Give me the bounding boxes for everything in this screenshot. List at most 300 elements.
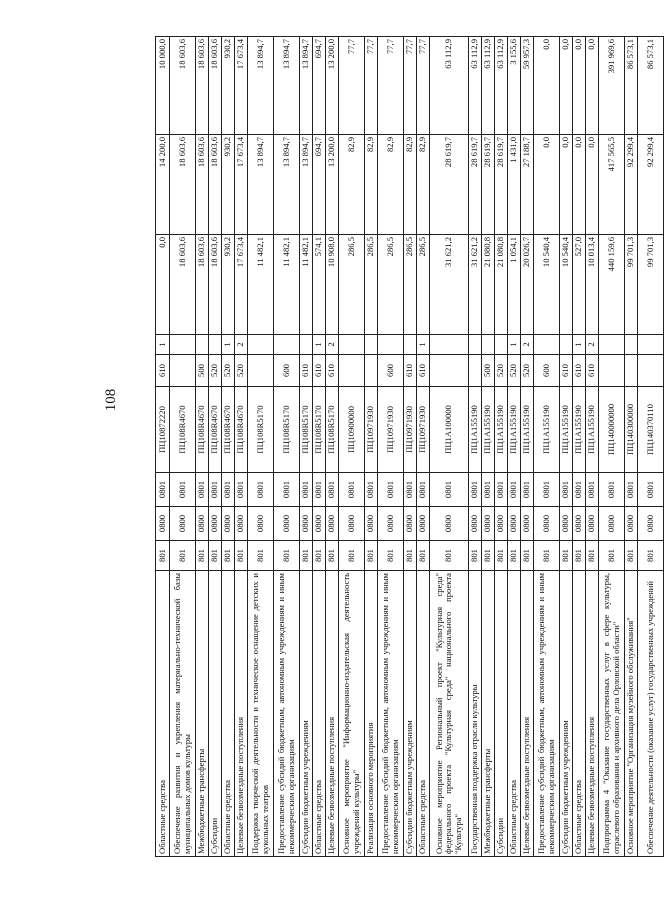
- table-row: [430, 37, 469, 857]
- amount-year-1-cell: 99 701,3: [638, 235, 664, 335]
- amount-year-1-cell: 527,0: [573, 235, 586, 335]
- section-code-cell: 0800: [339, 507, 365, 541]
- subsection-code-cell: 0801: [274, 473, 300, 507]
- funding-source-cell: 2: [521, 335, 534, 355]
- subsection-code-cell: 0801: [638, 473, 664, 507]
- funding-source-cell: [378, 335, 404, 355]
- subsection-code-cell: 0801: [417, 473, 430, 507]
- ministry-code-cell: 801: [404, 541, 417, 571]
- table-row: [625, 37, 638, 857]
- section-code-cell: 0800: [495, 507, 508, 541]
- subsection-code-cell: 0801: [209, 473, 222, 507]
- target-article-cell: ПЦ10971930: [417, 387, 430, 473]
- amount-year-1-cell: 31 621,2: [430, 235, 469, 335]
- row-name-cell: Межбюджетные трансферты: [482, 571, 495, 857]
- amount-year-2-cell: 13 894,7: [274, 135, 300, 235]
- amount-year-1-cell: 286,5: [404, 235, 417, 335]
- funding-source-cell: [339, 335, 365, 355]
- funding-source-cell: [365, 335, 378, 355]
- row-name-cell: Межбюджетные трансферты: [196, 571, 209, 857]
- amount-year-2-cell: 694,7: [313, 135, 326, 235]
- expense-type-cell: 520: [209, 355, 222, 387]
- amount-year-2-cell: 82,9: [417, 135, 430, 235]
- section-code-cell: 0800: [625, 507, 638, 541]
- amount-year-3-cell: 18 603,6: [196, 37, 209, 135]
- expense-type-cell: 500: [196, 355, 209, 387]
- expense-type-cell: 520: [508, 355, 521, 387]
- funding-source-cell: 1: [222, 335, 235, 355]
- amount-year-3-cell: 63 112,9: [469, 37, 482, 135]
- row-name-cell: Целевые безвозмездные поступления: [521, 571, 534, 857]
- amount-year-1-cell: 21 080,8: [495, 235, 508, 335]
- row-name-cell: Основное мероприятие Региональный проект "Культурная среда" федерального проекта "Культурная среда" национального проекта "Культура": [430, 571, 469, 857]
- ministry-code-cell: 801: [274, 541, 300, 571]
- ministry-code-cell: 801: [534, 541, 560, 571]
- row-name-cell: Целевые безвозмездные поступления: [326, 571, 339, 857]
- row-name-cell: Обеспечение развития и укрепления материально-технической базы муниципальных домов культуры: [170, 571, 196, 857]
- subsection-code-cell: 0801: [560, 473, 573, 507]
- amount-year-3-cell: 86 573,1: [625, 37, 638, 135]
- subsection-code-cell: 0801: [170, 473, 196, 507]
- ministry-code-cell: 801: [170, 541, 196, 571]
- target-article-cell: ПЦ140300000: [625, 387, 638, 473]
- amount-year-3-cell: 77,7: [378, 37, 404, 135]
- amount-year-2-cell: 13 894,7: [248, 135, 274, 235]
- target-article-cell: ПЦ108R4670: [170, 387, 196, 473]
- expense-type-cell: 610: [404, 355, 417, 387]
- ministry-code-cell: 801: [625, 541, 638, 571]
- amount-year-2-cell: 1 431,0: [508, 135, 521, 235]
- expense-type-cell: 610: [313, 355, 326, 387]
- table-row: [156, 37, 170, 857]
- amount-year-1-cell: 10 908,0: [326, 235, 339, 335]
- table-row: [196, 37, 209, 857]
- ministry-code-cell: 801: [495, 541, 508, 571]
- expense-type-cell: [170, 355, 196, 387]
- amount-year-1-cell: 286,5: [417, 235, 430, 335]
- table-row: [404, 37, 417, 857]
- subsection-code-cell: 0801: [326, 473, 339, 507]
- ministry-code-cell: 801: [365, 541, 378, 571]
- target-article-cell: ПЦ108R5170: [248, 387, 274, 473]
- expense-type-cell: [339, 355, 365, 387]
- amount-year-2-cell: 28 619,7: [469, 135, 482, 235]
- target-article-cell: ПЦ10971930: [378, 387, 404, 473]
- funding-source-cell: [625, 335, 638, 355]
- amount-year-3-cell: 63 112,9: [430, 37, 469, 135]
- row-name-cell: Поддержка творческой деятельности и техническое оснащение детских и кукольных театров: [248, 571, 274, 857]
- amount-year-2-cell: 0,0: [560, 135, 573, 235]
- amount-year-3-cell: 77,7: [365, 37, 378, 135]
- expense-type-cell: 520: [235, 355, 248, 387]
- subsection-code-cell: 0801: [222, 473, 235, 507]
- ministry-code-cell: 801: [378, 541, 404, 571]
- amount-year-3-cell: 391 969,6: [599, 37, 625, 135]
- section-code-cell: 0800: [508, 507, 521, 541]
- funding-source-cell: 2: [586, 335, 599, 355]
- ministry-code-cell: 801: [417, 541, 430, 571]
- funding-source-cell: [430, 335, 469, 355]
- amount-year-1-cell: 11 482,1: [300, 235, 313, 335]
- table-row: [274, 37, 300, 857]
- funding-source-cell: [495, 335, 508, 355]
- amount-year-3-cell: 10 000,0: [156, 37, 170, 135]
- subsection-code-cell: 0801: [365, 473, 378, 507]
- expense-type-cell: 610: [156, 355, 170, 387]
- table-row: [326, 37, 339, 857]
- amount-year-3-cell: 17 673,4: [235, 37, 248, 135]
- section-code-cell: 0800: [638, 507, 664, 541]
- amount-year-1-cell: 286,5: [378, 235, 404, 335]
- funding-source-cell: [482, 335, 495, 355]
- amount-year-2-cell: 17 673,4: [235, 135, 248, 235]
- amount-year-1-cell: 18 603,6: [209, 235, 222, 335]
- ministry-code-cell: 801: [482, 541, 495, 571]
- funding-source-cell: [560, 335, 573, 355]
- subsection-code-cell: 0801: [404, 473, 417, 507]
- amount-year-1-cell: 440 159,6: [599, 235, 625, 335]
- funding-source-cell: [248, 335, 274, 355]
- target-article-cell: ПЦ108R5170: [326, 387, 339, 473]
- section-code-cell: 0800: [573, 507, 586, 541]
- section-code-cell: 0800: [300, 507, 313, 541]
- expense-type-cell: 610: [326, 355, 339, 387]
- amount-year-3-cell: 3 155,6: [508, 37, 521, 135]
- expense-type-cell: 610: [586, 355, 599, 387]
- row-name-cell: Реализация основного мероприятия: [365, 571, 378, 857]
- table-row: [586, 37, 599, 857]
- table-row: [560, 37, 573, 857]
- amount-year-2-cell: 0,0: [573, 135, 586, 235]
- ministry-code-cell: 801: [521, 541, 534, 571]
- expense-type-cell: 600: [534, 355, 560, 387]
- funding-source-cell: 1: [417, 335, 430, 355]
- subsection-code-cell: 0801: [482, 473, 495, 507]
- amount-year-1-cell: 20 026,7: [521, 235, 534, 335]
- amount-year-3-cell: 0,0: [573, 37, 586, 135]
- subsection-code-cell: 0801: [495, 473, 508, 507]
- amount-year-3-cell: 63 112,9: [495, 37, 508, 135]
- section-code-cell: 0800: [599, 507, 625, 541]
- section-code-cell: 0800: [469, 507, 482, 541]
- amount-year-3-cell: 0,0: [560, 37, 573, 135]
- table-row: [508, 37, 521, 857]
- expense-type-cell: 600: [378, 355, 404, 387]
- expense-type-cell: [599, 355, 625, 387]
- amount-year-1-cell: 10 013,4: [586, 235, 599, 335]
- row-name-cell: Основное мероприятие "Информационно-издательская деятельность учреждений культуры": [339, 571, 365, 857]
- amount-year-3-cell: 0,0: [534, 37, 560, 135]
- amount-year-2-cell: 92 299,4: [625, 135, 638, 235]
- row-name-cell: Областные средства: [156, 571, 170, 857]
- ministry-code-cell: 801: [300, 541, 313, 571]
- expense-type-cell: 610: [300, 355, 313, 387]
- amount-year-2-cell: 82,9: [339, 135, 365, 235]
- funding-source-cell: [599, 335, 625, 355]
- subsection-code-cell: 0801: [508, 473, 521, 507]
- target-article-cell: ПЦ10872220: [156, 387, 170, 473]
- row-name-cell: Областные средства: [313, 571, 326, 857]
- amount-year-2-cell: 0,0: [534, 135, 560, 235]
- funding-source-cell: 2: [326, 335, 339, 355]
- section-code-cell: 0800: [235, 507, 248, 541]
- row-name-cell: Субсидии бюджетным учреждениям: [300, 571, 313, 857]
- section-code-cell: 0800: [586, 507, 599, 541]
- funding-source-cell: [170, 335, 196, 355]
- amount-year-3-cell: 930,2: [222, 37, 235, 135]
- amount-year-2-cell: 28 619,7: [495, 135, 508, 235]
- target-article-cell: ПЦ1А100000: [430, 387, 469, 473]
- amount-year-3-cell: 13 894,7: [274, 37, 300, 135]
- funding-source-cell: [404, 335, 417, 355]
- expense-type-cell: [469, 355, 482, 387]
- expense-type-cell: 610: [573, 355, 586, 387]
- amount-year-1-cell: 286,5: [339, 235, 365, 335]
- ministry-code-cell: 801: [209, 541, 222, 571]
- row-name-cell: Обеспечение деятельности (оказание услуг) государственных учреждений: [638, 571, 664, 857]
- ministry-code-cell: 801: [599, 541, 625, 571]
- subsection-code-cell: 0801: [300, 473, 313, 507]
- subsection-code-cell: 0801: [521, 473, 534, 507]
- table-row: [248, 37, 274, 857]
- row-name-cell: Целевые безвозмездные поступления: [235, 571, 248, 857]
- expense-type-cell: 520: [222, 355, 235, 387]
- subsection-code-cell: 0801: [430, 473, 469, 507]
- amount-year-2-cell: 18 603,6: [196, 135, 209, 235]
- section-code-cell: 0800: [417, 507, 430, 541]
- amount-year-1-cell: 0,0: [156, 235, 170, 335]
- expense-type-cell: 520: [495, 355, 508, 387]
- ministry-code-cell: 801: [222, 541, 235, 571]
- amount-year-3-cell: 694,7: [313, 37, 326, 135]
- section-code-cell: 0800: [170, 507, 196, 541]
- amount-year-2-cell: 930,2: [222, 135, 235, 235]
- amount-year-2-cell: 417 565,5: [599, 135, 625, 235]
- subsection-code-cell: 0801: [469, 473, 482, 507]
- target-article-cell: ПЦ108R5170: [313, 387, 326, 473]
- budget-table: [155, 36, 664, 857]
- target-article-cell: ПЦ1А155190: [482, 387, 495, 473]
- amount-year-1-cell: 574,1: [313, 235, 326, 335]
- ministry-code-cell: 801: [469, 541, 482, 571]
- target-article-cell: ПЦ10971930: [365, 387, 378, 473]
- amount-year-2-cell: 13 200,0: [326, 135, 339, 235]
- amount-year-2-cell: 82,9: [365, 135, 378, 235]
- ministry-code-cell: 801: [313, 541, 326, 571]
- subsection-code-cell: 0801: [248, 473, 274, 507]
- subsection-code-cell: 0801: [599, 473, 625, 507]
- row-name-cell: Подпрограмма 4 "Оказание государственных услуг в сфере культуры, отраслевого образования и архивного дела Орловской области": [599, 571, 625, 857]
- amount-year-3-cell: 59 957,3: [521, 37, 534, 135]
- section-code-cell: 0800: [378, 507, 404, 541]
- funding-source-cell: [469, 335, 482, 355]
- amount-year-1-cell: 1 054,1: [508, 235, 521, 335]
- row-name-cell: Целевые безвозмездные поступления: [586, 571, 599, 857]
- amount-year-3-cell: 77,7: [404, 37, 417, 135]
- amount-year-1-cell: 17 673,4: [235, 235, 248, 335]
- funding-source-cell: 1: [573, 335, 586, 355]
- expense-type-cell: 520: [521, 355, 534, 387]
- amount-year-2-cell: 13 894,7: [300, 135, 313, 235]
- ministry-code-cell: 801: [326, 541, 339, 571]
- amount-year-3-cell: 86 573,1: [638, 37, 664, 135]
- amount-year-3-cell: 77,7: [339, 37, 365, 135]
- row-name-cell: Предоставление субсидий бюджетным, автономным учреждениям и иным некоммерческим организациям: [274, 571, 300, 857]
- table-row: [170, 37, 196, 857]
- target-article-cell: ПЦ1А155190: [495, 387, 508, 473]
- expense-type-cell: [430, 355, 469, 387]
- target-article-cell: ПЦ1А155190: [586, 387, 599, 473]
- funding-source-cell: [209, 335, 222, 355]
- amount-year-2-cell: 82,9: [404, 135, 417, 235]
- subsection-code-cell: 0801: [534, 473, 560, 507]
- table-row: [482, 37, 495, 857]
- section-code-cell: 0800: [196, 507, 209, 541]
- ministry-code-cell: 801: [638, 541, 664, 571]
- subsection-code-cell: 0801: [235, 473, 248, 507]
- section-code-cell: 0800: [534, 507, 560, 541]
- ministry-code-cell: 801: [339, 541, 365, 571]
- amount-year-2-cell: 82,9: [378, 135, 404, 235]
- section-code-cell: 0800: [156, 507, 170, 541]
- amount-year-1-cell: 10 540,4: [534, 235, 560, 335]
- target-article-cell: ПЦ1А155190: [560, 387, 573, 473]
- subsection-code-cell: 0801: [625, 473, 638, 507]
- row-name-cell: Областные средства: [222, 571, 235, 857]
- page-number: 108: [103, 388, 119, 412]
- table-row: [235, 37, 248, 857]
- table-row: [222, 37, 235, 857]
- target-article-cell: ПЦ10900000: [339, 387, 365, 473]
- amount-year-1-cell: 11 482,1: [274, 235, 300, 335]
- amount-year-2-cell: 28 619,7: [482, 135, 495, 235]
- row-name-cell: Областные средства: [573, 571, 586, 857]
- subsection-code-cell: 0801: [573, 473, 586, 507]
- section-code-cell: 0800: [209, 507, 222, 541]
- subsection-code-cell: 0801: [378, 473, 404, 507]
- expense-type-cell: 610: [417, 355, 430, 387]
- funding-source-cell: 1: [313, 335, 326, 355]
- section-code-cell: 0800: [365, 507, 378, 541]
- ministry-code-cell: 801: [586, 541, 599, 571]
- amount-year-3-cell: 0,0: [586, 37, 599, 135]
- section-code-cell: 0800: [248, 507, 274, 541]
- funding-source-cell: [274, 335, 300, 355]
- section-code-cell: 0800: [521, 507, 534, 541]
- subsection-code-cell: 0801: [196, 473, 209, 507]
- amount-year-2-cell: 28 619,7: [430, 135, 469, 235]
- amount-year-3-cell: 18 603,6: [170, 37, 196, 135]
- subsection-code-cell: 0801: [313, 473, 326, 507]
- section-code-cell: 0800: [326, 507, 339, 541]
- expense-type-cell: 500: [482, 355, 495, 387]
- amount-year-1-cell: 11 482,1: [248, 235, 274, 335]
- rotated-table-frame: [155, 37, 655, 857]
- target-article-cell: ПЦ1А155190: [508, 387, 521, 473]
- target-article-cell: ПЦ1А155190: [521, 387, 534, 473]
- amount-year-1-cell: 286,5: [365, 235, 378, 335]
- amount-year-2-cell: 18 603,6: [209, 135, 222, 235]
- expense-type-cell: [365, 355, 378, 387]
- row-name-cell: Субсидии бюджетным учреждениям: [560, 571, 573, 857]
- amount-year-2-cell: 18 603,6: [170, 135, 196, 235]
- amount-year-3-cell: 13 894,7: [248, 37, 274, 135]
- funding-source-cell: 1: [508, 335, 521, 355]
- target-article-cell: ПЦ10971930: [404, 387, 417, 473]
- table-row: [495, 37, 508, 857]
- amount-year-3-cell: 13 200,0: [326, 37, 339, 135]
- section-code-cell: 0800: [482, 507, 495, 541]
- ministry-code-cell: 801: [196, 541, 209, 571]
- target-article-cell: ПЦ140000000: [599, 387, 625, 473]
- row-name-cell: Областные средства: [508, 571, 521, 857]
- table-row: [300, 37, 313, 857]
- amount-year-3-cell: 77,7: [417, 37, 430, 135]
- amount-year-3-cell: 18 603,6: [209, 37, 222, 135]
- table-row: [378, 37, 404, 857]
- funding-source-cell: 1: [156, 335, 170, 355]
- ministry-code-cell: 801: [508, 541, 521, 571]
- table-row: [417, 37, 430, 857]
- expense-type-cell: 610: [560, 355, 573, 387]
- row-name-cell: Предоставление субсидий бюджетным, автономным учреждениям и иным некоммерческим организациям: [534, 571, 560, 857]
- section-code-cell: 0800: [560, 507, 573, 541]
- ministry-code-cell: 801: [560, 541, 573, 571]
- amount-year-3-cell: 63 112,9: [482, 37, 495, 135]
- target-article-cell: ПЦ108R4670: [222, 387, 235, 473]
- subsection-code-cell: 0801: [156, 473, 170, 507]
- amount-year-1-cell: 31 621,2: [469, 235, 482, 335]
- row-name-cell: Субсидии: [495, 571, 508, 857]
- section-code-cell: 0800: [404, 507, 417, 541]
- amount-year-1-cell: 99 701,3: [625, 235, 638, 335]
- amount-year-2-cell: 92 299,4: [638, 135, 664, 235]
- amount-year-1-cell: 10 540,4: [560, 235, 573, 335]
- amount-year-3-cell: 13 894,7: [300, 37, 313, 135]
- funding-source-cell: 2: [235, 335, 248, 355]
- subsection-code-cell: 0801: [586, 473, 599, 507]
- amount-year-2-cell: 14 200,0: [156, 135, 170, 235]
- table-row: [573, 37, 586, 857]
- target-article-cell: ПЦ108R4670: [209, 387, 222, 473]
- ministry-code-cell: 801: [573, 541, 586, 571]
- funding-source-cell: [196, 335, 209, 355]
- section-code-cell: 0800: [313, 507, 326, 541]
- table-row: [469, 37, 482, 857]
- section-code-cell: 0800: [274, 507, 300, 541]
- table-row: [209, 37, 222, 857]
- table-row: [365, 37, 378, 857]
- budget-table-container: [155, 37, 655, 857]
- expense-type-cell: 600: [274, 355, 300, 387]
- table-row: [313, 37, 326, 857]
- amount-year-1-cell: 930,2: [222, 235, 235, 335]
- expense-type-cell: [638, 355, 664, 387]
- funding-source-cell: [638, 335, 664, 355]
- row-name-cell: Государственная поддержка отрасли культуры: [469, 571, 482, 857]
- row-name-cell: Основное мероприятие "Организация музейного обслуживания": [625, 571, 638, 857]
- target-article-cell: ПЦ1А155190: [534, 387, 560, 473]
- row-name-cell: Предоставление субсидий бюджетным, автономным учреждениям и иным некоммерческим организациям: [378, 571, 404, 857]
- amount-year-2-cell: 0,0: [586, 135, 599, 235]
- ministry-code-cell: 801: [430, 541, 469, 571]
- target-article-cell: ПЦ108R5170: [300, 387, 313, 473]
- table-row: [521, 37, 534, 857]
- target-article-cell: ПЦ1А155190: [469, 387, 482, 473]
- section-code-cell: 0800: [430, 507, 469, 541]
- table-row: [339, 37, 365, 857]
- funding-source-cell: [534, 335, 560, 355]
